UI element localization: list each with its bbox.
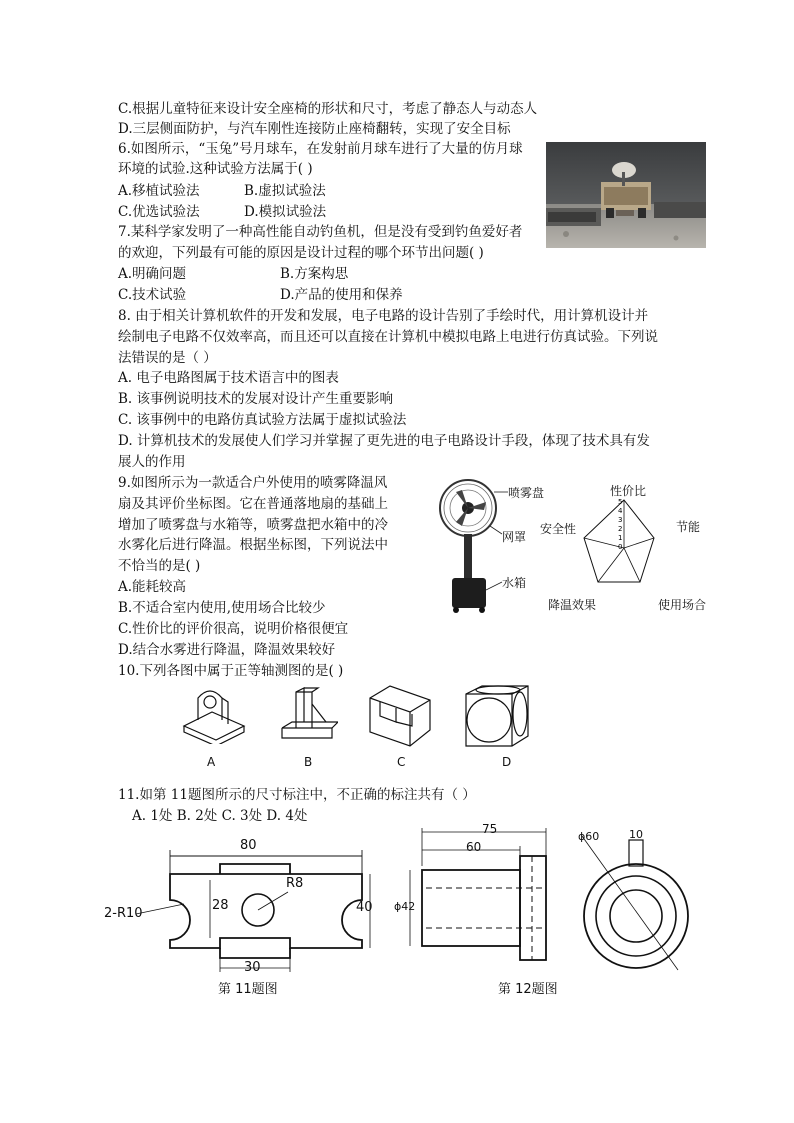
fig12-dim-60: 60 bbox=[466, 840, 482, 854]
q9-option-b: B.不适合室内使用,使用场合比较少 bbox=[118, 600, 326, 616]
radar-axis-value: 性价比 bbox=[610, 484, 647, 498]
q9-option-a: A.能耗较高 bbox=[118, 579, 187, 595]
q10-figure-a bbox=[180, 684, 250, 744]
q8-option-c: C. 该事例中的电路仿真试验方法属于虚拟试验法 bbox=[118, 412, 407, 428]
radar-axis-cooling: 降温效果 bbox=[548, 598, 597, 612]
q10-figure-d bbox=[462, 684, 532, 750]
fan-label-spray-disc: 喷雾盘 bbox=[508, 486, 545, 500]
fig11-dim-30: 30 bbox=[244, 960, 261, 975]
radar-tick-5: 5 bbox=[618, 498, 623, 506]
q9-stem-1: 9.如图所示为一款适合户外使用的喷雾降温风 bbox=[118, 475, 388, 491]
radar-axis-energy: 节能 bbox=[676, 520, 701, 534]
fan-label-tank: 水箱 bbox=[502, 576, 527, 590]
q9-stem-2: 扇及其评价坐标图。它在普通落地扇的基础上 bbox=[118, 496, 388, 512]
q6-option-b: B.虚拟试验法 bbox=[244, 183, 326, 199]
radar-axis-safety: 安全性 bbox=[540, 522, 577, 536]
fig12-dim-75: 75 bbox=[482, 822, 498, 836]
q7-stem-2: 的欢迎，下列最有可能的原因是设计过程的哪个环节出问题( ) bbox=[118, 245, 484, 261]
q10-figure-b bbox=[278, 684, 338, 744]
radar-tick-2: 2 bbox=[618, 525, 623, 533]
q6-option-d: D.模拟试验法 bbox=[244, 204, 327, 220]
q8-option-d: D. 计算机技术的发展使人们学习并掌握了更先进的电子电路设计手段，体现了技术具有发 bbox=[118, 433, 650, 449]
figure-12-end-view bbox=[572, 830, 692, 975]
option-d-prev: D.三层侧面防护，与汽车刚性连接防止座椅翻转，实现了安全目标 bbox=[118, 121, 511, 137]
fig11-dim-40: 40 bbox=[356, 900, 373, 915]
q7-option-d: D.产品的使用和保养 bbox=[280, 287, 403, 303]
q10-figure-c bbox=[366, 684, 436, 750]
q9-stem-5: 不恰当的是( ) bbox=[118, 558, 201, 574]
fig12-caption: 第 12题图 bbox=[498, 982, 558, 997]
q8-stem-1: 8. 由于相关计算机软件的开发和发展，电子电路的设计告别了手绘时代，用计算机设计并 bbox=[118, 308, 649, 324]
fan-label-cover: 网罩 bbox=[502, 530, 527, 544]
fig12-dim-10: 10 bbox=[629, 828, 643, 841]
q9-stem-4: 水雾化后进行降温。根据坐标图，下列说法中 bbox=[118, 537, 388, 553]
fig11-dim-28: 28 bbox=[212, 898, 229, 913]
q10-label-d: D bbox=[502, 755, 512, 769]
q10-stem: 10.下列各图中属于正等轴测图的是( ) bbox=[118, 663, 344, 679]
fig12-dim-phi42: ϕ42 bbox=[394, 900, 416, 913]
fig11-caption: 第 11题图 bbox=[218, 982, 278, 997]
q10-label-a: A bbox=[207, 755, 216, 769]
q9-option-d: D.结合水雾进行降温，降温效果较好 bbox=[118, 642, 336, 658]
fig12-dim-phi60: ϕ60 bbox=[578, 830, 600, 843]
moon-rover-photo bbox=[546, 142, 706, 248]
radar-tick-0: 0 bbox=[618, 543, 623, 551]
q7-option-b: B.方案构思 bbox=[280, 266, 349, 282]
radar-tick-1: 1 bbox=[618, 534, 623, 542]
radar-tick-4: 4 bbox=[618, 507, 623, 515]
q9-option-c: C.性价比的评价很高，说明价格很便宜 bbox=[118, 621, 349, 637]
q8-option-a: A. 电子电路图属于技术语言中的图表 bbox=[118, 370, 339, 386]
q7-option-a: A.明确问题 bbox=[118, 266, 187, 282]
radar-axis-usage: 使用场合 bbox=[658, 598, 707, 612]
q9-stem-3: 增加了喷雾盘与水箱等，喷雾盘把水箱中的冷 bbox=[118, 517, 388, 533]
fig11-dim-r8: R8 bbox=[286, 876, 304, 891]
q10-label-b: B bbox=[304, 755, 313, 769]
q7-stem-1: 7.某科学家发明了一种高性能自动钓鱼机，但是没有受到钓鱼爱好者 bbox=[118, 224, 523, 240]
radar-tick-3: 3 bbox=[618, 516, 623, 524]
q6-stem-1: 6.如图所示，“玉兔”号月球车，在发射前月球车进行了大量的仿月球 bbox=[118, 141, 523, 157]
q6-stem-2: 环境的试验.这种试验方法属于( ) bbox=[118, 161, 313, 177]
radar-chart bbox=[570, 490, 670, 590]
q8-stem-3: 法错误的是（ ） bbox=[118, 350, 217, 366]
q8-option-b: B. 该事例说明技术的发展对设计产生重要影响 bbox=[118, 391, 394, 407]
fig11-dim-r10: 2-R10 bbox=[104, 906, 143, 921]
q6-option-a: A.移植试验法 bbox=[118, 183, 200, 199]
q8-option-d-cont: 展人的作用 bbox=[118, 454, 186, 470]
fig11-dim-80: 80 bbox=[240, 838, 257, 853]
q11-options: A. 1处 B. 2处 C. 3处 D. 4处 bbox=[132, 808, 308, 824]
q6-option-c: C.优选试验法 bbox=[118, 204, 200, 220]
option-c-prev: C.根据儿童特征来设计安全座椅的形状和尺寸，考虑了静态人与动态人 bbox=[118, 101, 538, 117]
q11-stem: 11.如第 11题图所示的尺寸标注中，不正确的标注共有（ ） bbox=[118, 787, 476, 803]
q10-label-c: C bbox=[397, 755, 406, 769]
q7-option-c: C.技术试验 bbox=[118, 287, 187, 303]
q8-stem-2: 绘制电子电路不仅效率高，而且还可以直接在计算机中模拟电路上电进行仿真试验。下列说 bbox=[118, 329, 658, 345]
